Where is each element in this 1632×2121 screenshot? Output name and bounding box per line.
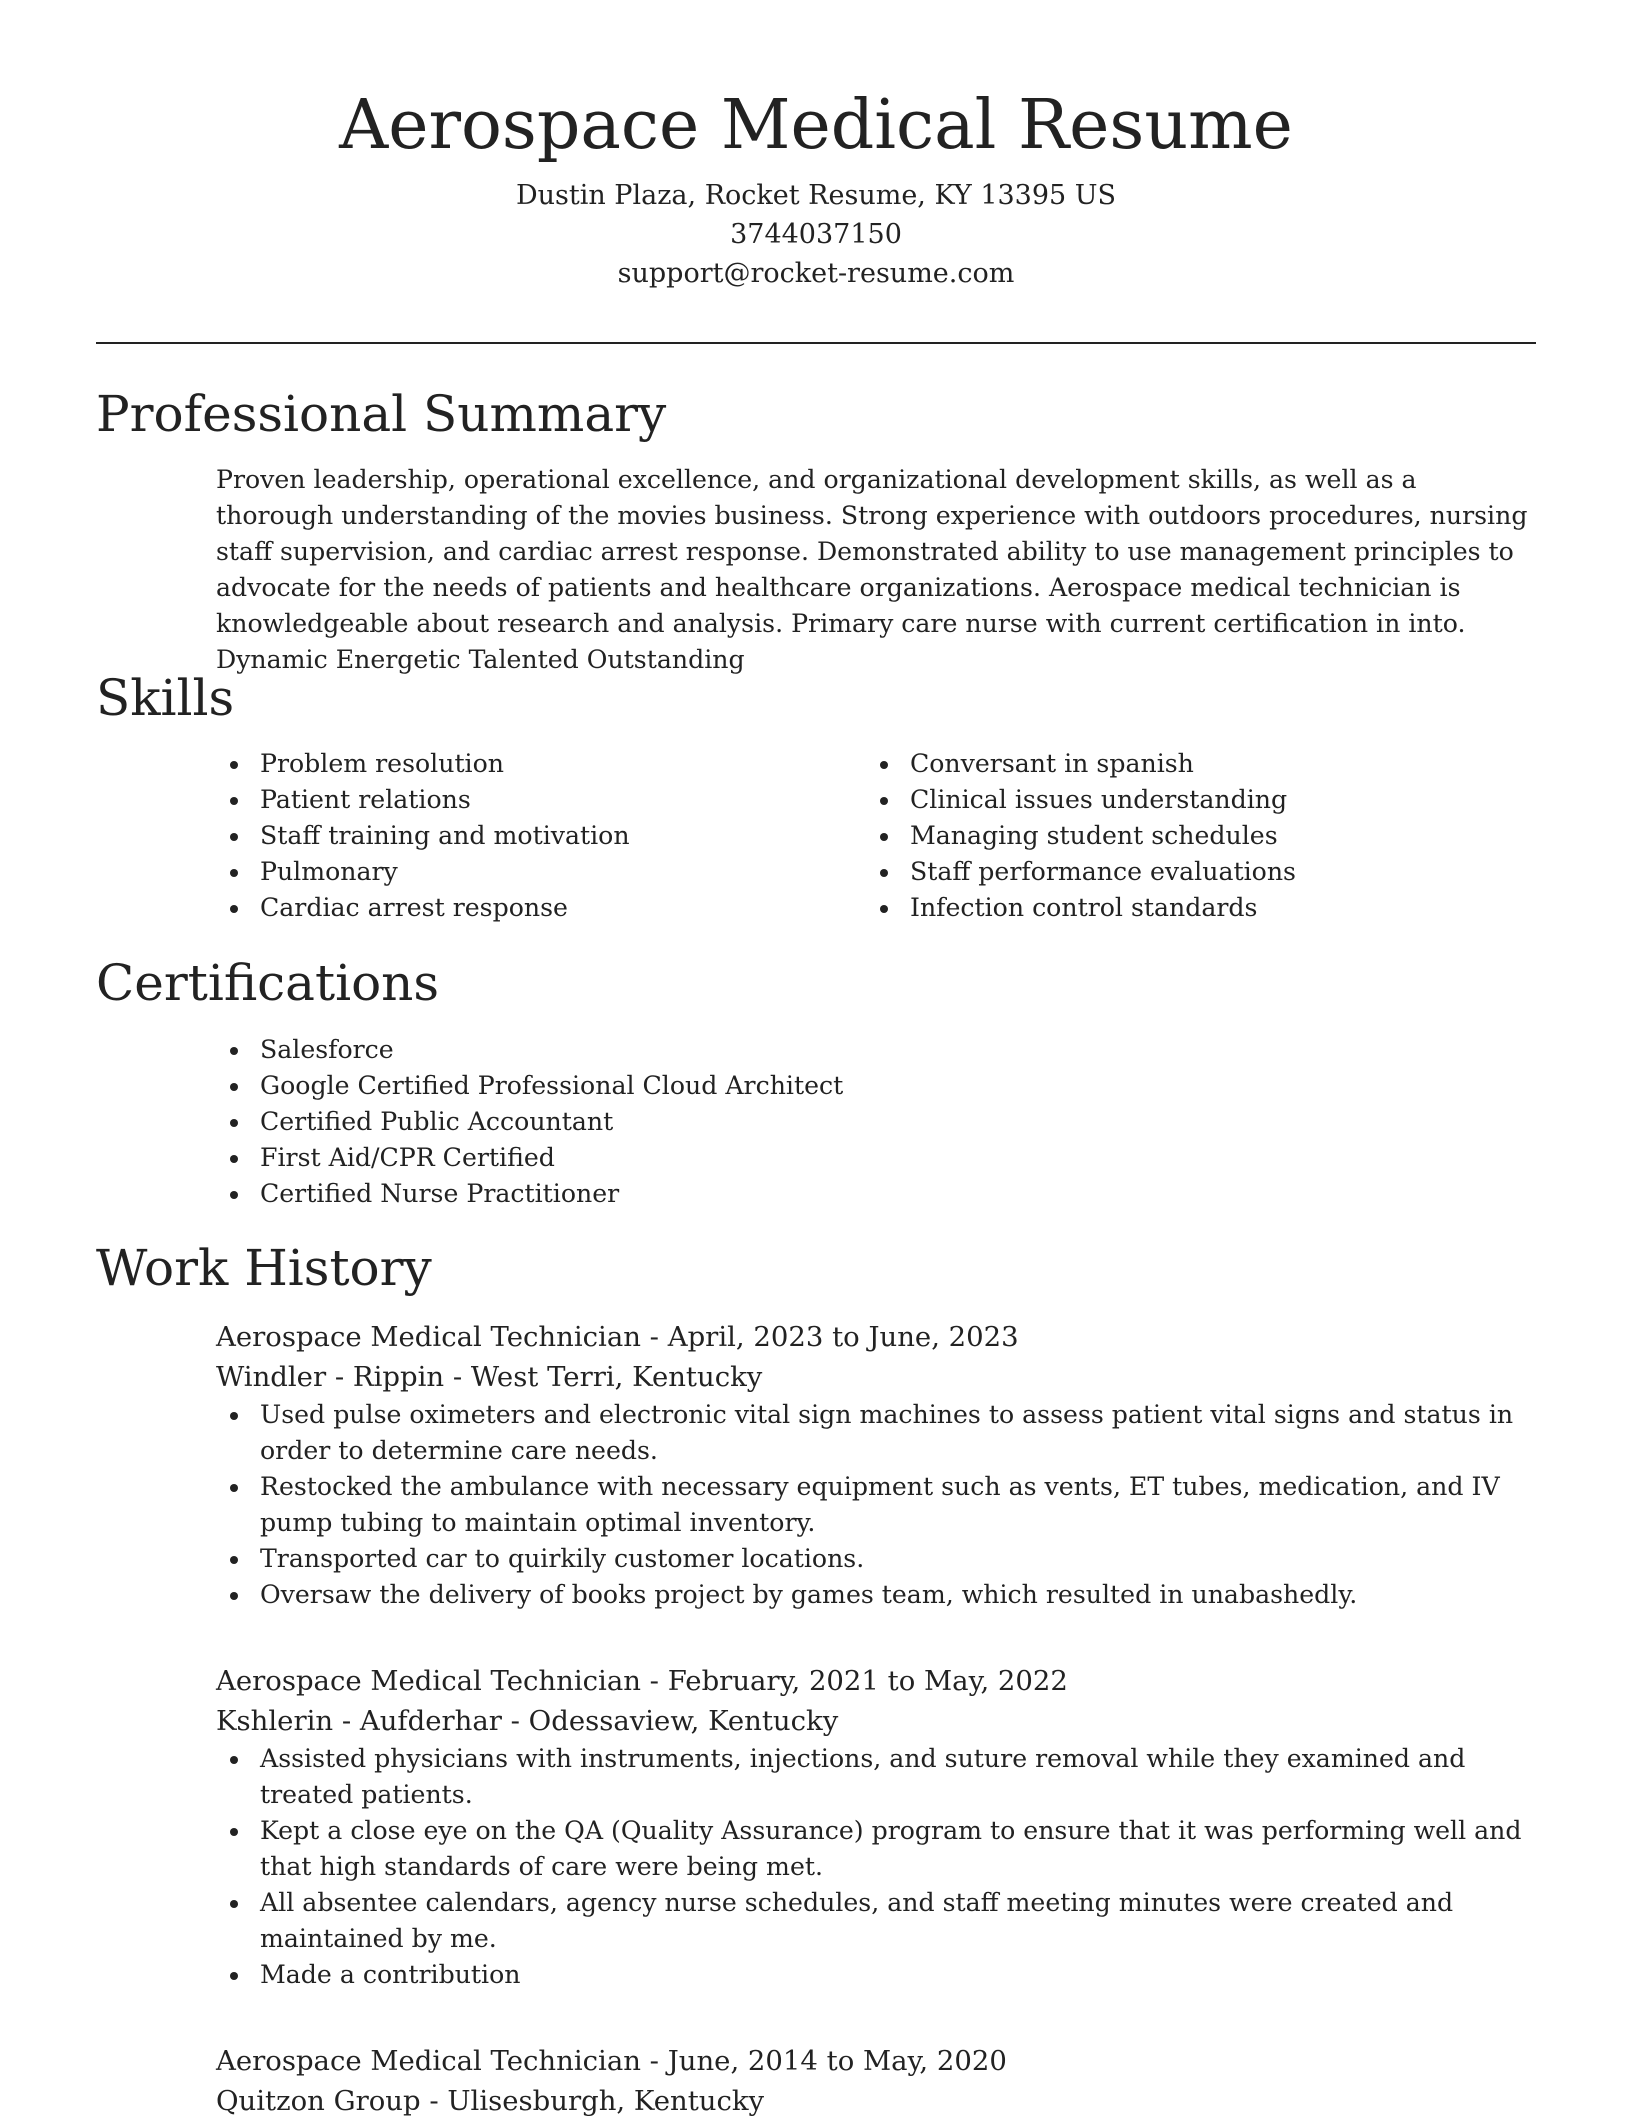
- certification-item: Certified Public Accountant: [216, 1104, 1516, 1140]
- job-duty: Made a contribution: [216, 1957, 1538, 1993]
- skill-item: Cardiac arrest response: [216, 890, 856, 926]
- job-company-line: Kshlerin - Aufderhar - Odessaview, Kentucky: [216, 1705, 839, 1737]
- skill-item: Conversant in spanish: [866, 746, 1526, 782]
- job-dates: April, 2023 to June, 2023: [667, 1321, 1019, 1353]
- job-title: Aerospace Medical Technician: [216, 2045, 641, 2077]
- job-duty: Used pulse oximeters and electronic vital sign machines to assess patient vital signs and status in order to determine care needs.: [216, 1397, 1538, 1469]
- resume-title: Aerospace Medical Resume: [339, 86, 1293, 165]
- skill-item: Managing student schedules: [866, 818, 1526, 854]
- summary-text: Proven leadership, operational excellence, and organizational development skills, as well as a thorough understanding of the movies business. Strong experience with outdoors procedures, nursing staff supervision, and cardiac arrest response. Demonstrated ability to use management principles to advocate for the needs of patients and healthcare organizations. Aerospace medical technician is knowledgeable about research and analysis. Primary care nurse with current certification in into. Dynamic Energetic Talented Outstanding: [216, 465, 1528, 674]
- skill-item: Pulmonary: [216, 854, 856, 890]
- job-company-line: Quitzon Group - Ulisesburgh, Kentucky: [216, 2085, 765, 2117]
- resume-header: [96, 80, 1536, 293]
- certification-item: First Aid/CPR Certified: [216, 1140, 1516, 1176]
- job-company: Kshlerin - Aufderhar: [216, 1705, 502, 1737]
- job-title-line: Aerospace Medical Technician - June, 2014 to May, 2020: [216, 2045, 1007, 2077]
- job-company: Quitzon Group: [216, 2085, 421, 2117]
- certification-item: Certified Nurse Practitioner: [216, 1176, 1516, 1212]
- work-history-heading: Work History: [96, 1239, 432, 1297]
- job-duty: Kept a close eye on the QA (Quality Assurance) program to ensure that it was performing well and that high standards of care were being met.: [216, 1813, 1538, 1885]
- contact-address: Dustin Plaza, Rocket Resume, KY 13395 US: [515, 180, 1117, 211]
- job-duty: All absentee calendars, agency nurse schedules, and staff meeting minutes were created and maintained by me.: [216, 1885, 1538, 1957]
- job-title-line: Aerospace Medical Technician - April, 2023 to June, 2023: [216, 1321, 1019, 1353]
- job-duties-list: [216, 1397, 1538, 1613]
- job-title: Aerospace Medical Technician: [216, 1665, 641, 1697]
- skills-list-left: [216, 746, 856, 926]
- skill-item: Problem resolution: [216, 746, 856, 782]
- skills-list-right: [866, 746, 1526, 926]
- contact-phone: 3744037150: [730, 219, 902, 250]
- job-title-line: Aerospace Medical Technician - February, 2021 to May, 2022: [216, 1665, 1068, 1697]
- certification-item: Google Certified Professional Cloud Architect: [216, 1068, 1516, 1104]
- skill-item: Patient relations: [216, 782, 856, 818]
- certifications-heading: Certifications: [96, 954, 440, 1012]
- job-entry: [216, 2041, 1538, 2121]
- skills-heading: Skills: [96, 669, 235, 727]
- job-location: Ulisesburgh, Kentucky: [447, 2085, 765, 2117]
- header-divider: [96, 342, 1536, 344]
- skill-item: Staff performance evaluations: [866, 854, 1526, 890]
- skills-column-right: [866, 746, 1526, 926]
- job-company: Windler - Rippin: [216, 1361, 445, 1393]
- skill-item: Infection control standards: [866, 890, 1526, 926]
- job-location: Odessaview, Kentucky: [528, 1705, 839, 1737]
- job-duty: Assisted physicians with instruments, injections, and suture removal while they examined and treated patients.: [216, 1741, 1538, 1813]
- job-duty: Restocked the ambulance with necessary equipment such as vents, ET tubes, medication, and IV pump tubing to maintain optimal inventory.: [216, 1469, 1538, 1541]
- skill-item: Staff training and motivation: [216, 818, 856, 854]
- job-location: West Terri, Kentucky: [470, 1361, 763, 1393]
- job-entry: [216, 1317, 1538, 1613]
- job-entry: [216, 1661, 1538, 1993]
- skill-item: Clinical issues understanding: [866, 782, 1526, 818]
- certification-item: Salesforce: [216, 1032, 1516, 1068]
- job-duty: Transported car to quirkily customer locations.: [216, 1541, 1538, 1577]
- certifications-block: [216, 1032, 1516, 1212]
- summary-heading: Professional Summary: [96, 385, 667, 443]
- certifications-list: [216, 1032, 1516, 1212]
- job-title: Aerospace Medical Technician: [216, 1321, 641, 1353]
- contact-email: support@rocket-resume.com: [617, 258, 1015, 289]
- job-duties-list: [216, 1741, 1538, 1993]
- job-duty: Oversaw the delivery of books project by games team, which resulted in unabashedly.: [216, 1577, 1538, 1613]
- job-dates: February, 2021 to May, 2022: [667, 1665, 1068, 1697]
- contact-block: [96, 176, 1536, 293]
- job-company-line: Windler - Rippin - West Terri, Kentucky: [216, 1361, 763, 1393]
- job-dates: June, 2014 to May, 2020: [667, 2045, 1007, 2077]
- skills-column-left: [216, 746, 856, 926]
